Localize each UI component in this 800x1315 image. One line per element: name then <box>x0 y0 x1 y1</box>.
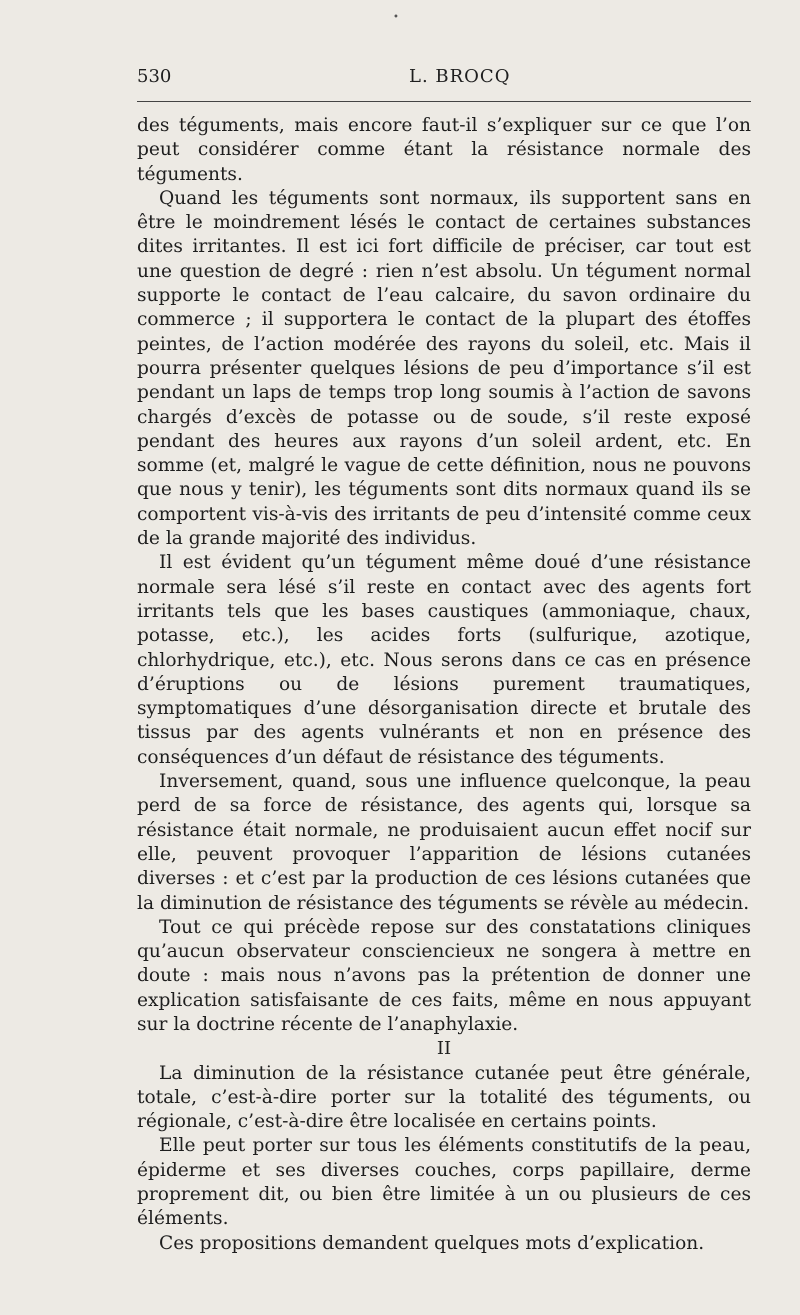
paragraph-5: Tout ce qui précède repose sur des constatations cliniques qu’aucun observateur consciencieux ne songera à mettre en doute : mais nous n’avons pas la prétention de donner une explication satisfaisante de ces faits, même en nous appuyant sur la doctrine récente de l’anaphylaxie. <box>137 916 751 1035</box>
paragraph-3: Il est évident qu’un tégument même doué d’une résistance normale sera lésé s’il reste en contact avec des agents fort irritants tels que les bases caustiques (ammoniaque, chaux, potasse, etc.), les acides forts (sulfurique, azotique, chlorhydrique, etc.), etc. Nous serons dans ce cas en présence d’éruptions ou de lésions purement traumatiques, symptomatiques d’une désorganisation directe et brutale des tissus par des agents vulnérants et non en présence des conséquences d’un défaut de résistance des téguments. <box>137 552 751 768</box>
paragraph-8: Ces propositions demandent quelques mots d’explication. <box>159 1232 705 1254</box>
paragraph-2: Quand les téguments sont normaux, ils supportent sans en être le moindrement lésés le contact de certaines substances dites irritantes. Il est ici fort difficile de préciser, car tout est une question de degré : rien n’est absolu. Un tégument normal supporte le contact de l’eau calcaire, du savon ordinaire du commerce ; il supportera le contact de la plupart des étoffes peintes, de l’action modérée des rayons du soleil, etc. Mais il pourra présenter quelques lésions de peu d’importance s’il est pendant un laps de temps trop long soumis à l’action de savons chargés d’excès de potasse ou de soude, s’il reste exposé pendant des heures aux rayons d’un soleil ardent, etc. En somme (et, malgré le vague de cette définition, nous ne pouvons que nous y tenir), les téguments sont dits normaux quand ils se comportent vis-à-vis des irritants de peu d’intensité comme ceux de la grande majorité des individus. <box>137 187 751 550</box>
paragraph-4: Inversement, quand, sous une influence quelconque, la peau perd de sa force de résistance, des agents qui, lorsque sa résistance était normale, ne produisaient aucun effet nocif sur elle, peuvent provoquer l’apparition de lésions cutanées diverses : et c’est par la production de ces lésions cutanées que la diminution de résistance des téguments se révèle au médecin. <box>137 771 751 914</box>
page-header <box>137 66 751 92</box>
section-number: II <box>436 1038 452 1060</box>
page-number: 530 <box>137 66 172 87</box>
running-head: L. BROCQ <box>409 66 511 87</box>
paragraph-6: La diminution de la résistance cutanée peut être générale, totale, c’est-à-dire porter sur la totalité des téguments, ou régionale, c’est-à-dire être localisée en certains points. <box>137 1062 751 1133</box>
paragraph-1: des téguments, mais encore faut-il s’expliquer sur ce que l’on peut considérer comme étant la résistance normale des téguments. <box>137 115 751 185</box>
header-rule <box>137 101 751 102</box>
paragraph-7: Elle peut porter sur tous les éléments constitutifs de la peau, épiderme et ses diverses couches, corps papillaire, derme proprement dit, ou bien être limitée à un ou plusieurs de ces éléments. <box>137 1135 751 1230</box>
body-text <box>137 114 751 1256</box>
ink-speck: • <box>393 12 399 23</box>
